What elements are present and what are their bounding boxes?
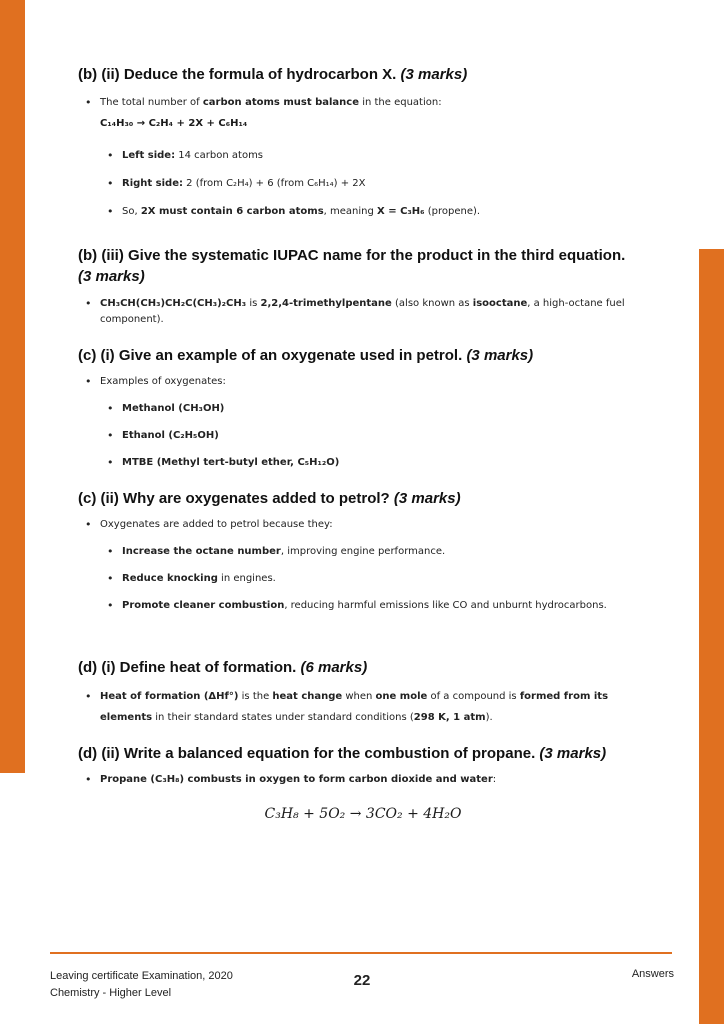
right-accent-bar (699, 249, 724, 1024)
heading-d-ii: (d) (ii) Write a balanced equation for the combustion of propane. (3 marks) (78, 745, 607, 762)
list-item: • Ethanol (C₂H₅OH) (100, 428, 648, 444)
heading-b-ii: (b) (ii) Deduce the formula of hydrocarbon X. (3 marks) (78, 66, 468, 83)
list-item: • Reduce knocking in engines. (100, 571, 648, 587)
heading-c-i: (c) (i) Give an example of an oxygenate used in petrol. (3 marks) (78, 347, 534, 364)
list-item: • Methanol (CH₃OH) (100, 401, 648, 417)
list-item: • Oxygenates are added to petrol because they: (78, 517, 648, 533)
list-item: • So, 2X must contain 6 carbon atoms, meaning X = C₃H₆ (propene). (100, 204, 648, 220)
list-item: • Promote cleaner combustion, reducing harmful emissions like CO and unburnt hydrocarbons. (100, 598, 648, 614)
list-item: • Left side: 14 carbon atoms (100, 148, 648, 164)
list-item: • Right side: 2 (from C₂H₄) + 6 (from C₆H₁₄) + 2X (100, 176, 648, 192)
left-accent-bar (0, 0, 25, 773)
footer-section-label: Answers (631, 968, 674, 980)
heading-b-iii: (b) (iii) Give the systematic IUPAC name for the product in the third equation. (3 marks) (78, 247, 626, 285)
list-item: • Examples of oxygenates: (78, 374, 648, 390)
list-item: • CH₃CH(CH₃)CH₂C(CH₃)₂CH₃ is 2,2,4-trimethylpentane (also known as isooctane, a high-octane fuel component). (78, 296, 648, 328)
footer-exam-info (50, 968, 233, 1002)
page-number: 22 (353, 972, 371, 989)
list-item: • Propane (C₃H₈) combusts in oxygen to form carbon dioxide and water: (78, 772, 648, 788)
footer-subject: Chemistry - Higher Level (50, 987, 172, 999)
list-item: • The total number of carbon atoms must balance in the equation: (78, 95, 648, 111)
heading-d-i: (d) (i) Define heat of formation. (6 marks) (78, 659, 368, 676)
footer-rule (50, 952, 672, 954)
cracking-equation: C₁₄H₃₀ → C₂H₄ + 2X + C₆H₁₄ (100, 118, 248, 129)
list-item: • Increase the octane number, improving engine performance. (100, 544, 648, 560)
combustion-equation: C₃H₈ + 5O₂ → 3CO₂ + 4H₂O (264, 806, 462, 822)
footer-exam-title: Leaving certificate Examination, 2020 (50, 970, 233, 982)
list-item: • Heat of formation (ΔHf°) is the heat change when one mole of a compound is formed from its elements in their standard states under standard conditions (298 K, 1 atm). (78, 686, 648, 728)
heading-c-ii: (c) (ii) Why are oxygenates added to petrol? (3 marks) (78, 490, 461, 507)
list-item: • MTBE (Methyl tert-butyl ether, C₅H₁₂O) (100, 455, 648, 471)
answer-content (78, 64, 648, 822)
